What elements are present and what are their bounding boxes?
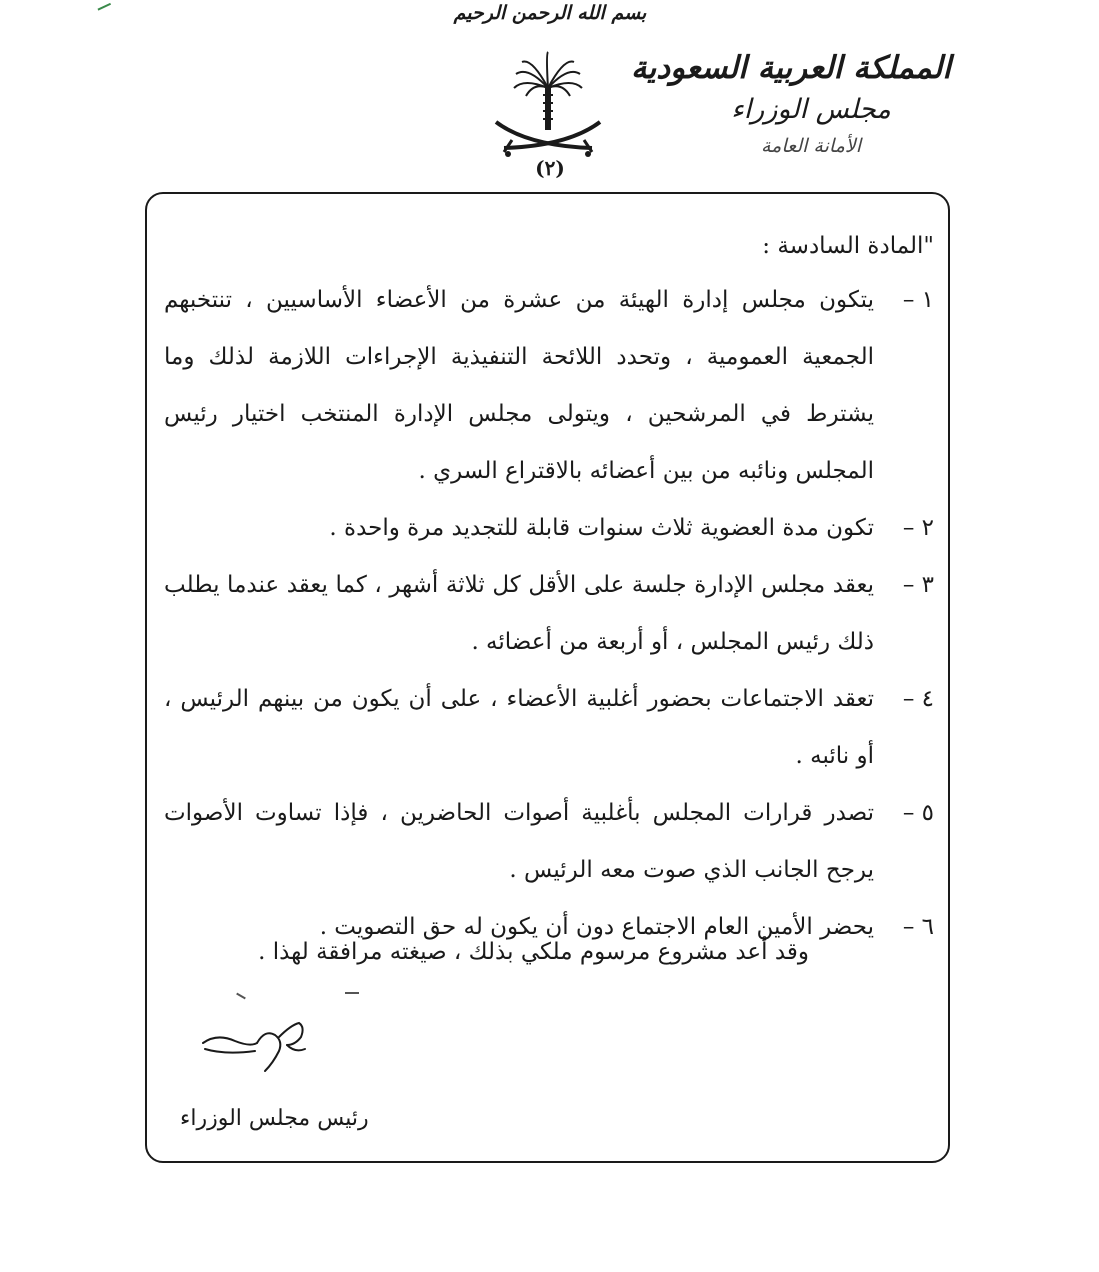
- page-number: (٢): [535, 156, 565, 180]
- clause-number: ٥ –: [902, 800, 934, 826]
- clause-text: تعقد الاجتماعات بحضور أغلبية الأعضاء ، على أن يكون من بينهم الرئيس ، أو نائبه .: [164, 686, 874, 769]
- article-clause-list: [164, 272, 934, 956]
- clause-text: يعقد مجلس الإدارة جلسة على الأقل كل ثلاثة أشهر ، كما يعقد عندما يطلب ذلك رئيس المجلس ، أو أربعة من أعضائه .: [164, 572, 874, 655]
- stray-mark: [345, 992, 359, 994]
- clause-4: [164, 671, 934, 785]
- clause-text: تكون مدة العضوية ثلاث سنوات قابلة للتجديد مرة واحدة .: [329, 515, 874, 541]
- clause-number: ١ –: [902, 287, 934, 313]
- saudi-emblem-icon: [488, 48, 608, 168]
- handwritten-signature-icon: [195, 1015, 325, 1075]
- clause-text: يحضر الأمين العام الاجتماع دون أن يكون له حق التصويت .: [319, 914, 874, 940]
- clause-2: [164, 500, 934, 557]
- clause-number: ٢ –: [902, 515, 934, 541]
- letterhead-kingdom: المملكة العربية السعودية: [631, 50, 951, 86]
- clause-5: [164, 785, 934, 899]
- signatory-title: رئيس مجلس الوزراء: [180, 1106, 369, 1131]
- letterhead: [631, 46, 951, 162]
- clause-3: [164, 557, 934, 671]
- corner-mark: [95, 0, 111, 11]
- clause-number: ٦ –: [902, 914, 934, 940]
- clause-number: ٣ –: [902, 572, 934, 598]
- article-title: "المادة السادسة :: [762, 233, 934, 259]
- clause-text: يتكون مجلس إدارة الهيئة من عشرة من الأعضاء الأساسيين ، تنتخبهم الجمعية العمومية ، وتحدد اللائحة التنفيذية الإجراءات اللازمة لذلك وما يشترط في المرشحين ، ويتولى مجلس الإدارة المنتخب اختيار رئيس المجلس ونائبه من بين أعضائه بالاقتراع السري .: [164, 287, 874, 484]
- letterhead-secretariat: الأمانة العامة: [761, 135, 861, 157]
- clause-1: [164, 272, 934, 500]
- closing-statement: وقد أعد مشروع مرسوم ملكي بذلك ، صيغته مرافقة لهذا .: [258, 939, 809, 965]
- clause-number: ٤ –: [902, 686, 934, 712]
- clause-text: تصدر قرارات المجلس بأغلبية أصوات الحاضرين ، فإذا تساوت الأصوات يرجح الجانب الذي صوت معه الرئيس .: [164, 800, 874, 883]
- letterhead-council: مجلس الوزراء: [731, 94, 891, 125]
- basmala: بسم الله الرحمن الرحيم: [453, 2, 647, 24]
